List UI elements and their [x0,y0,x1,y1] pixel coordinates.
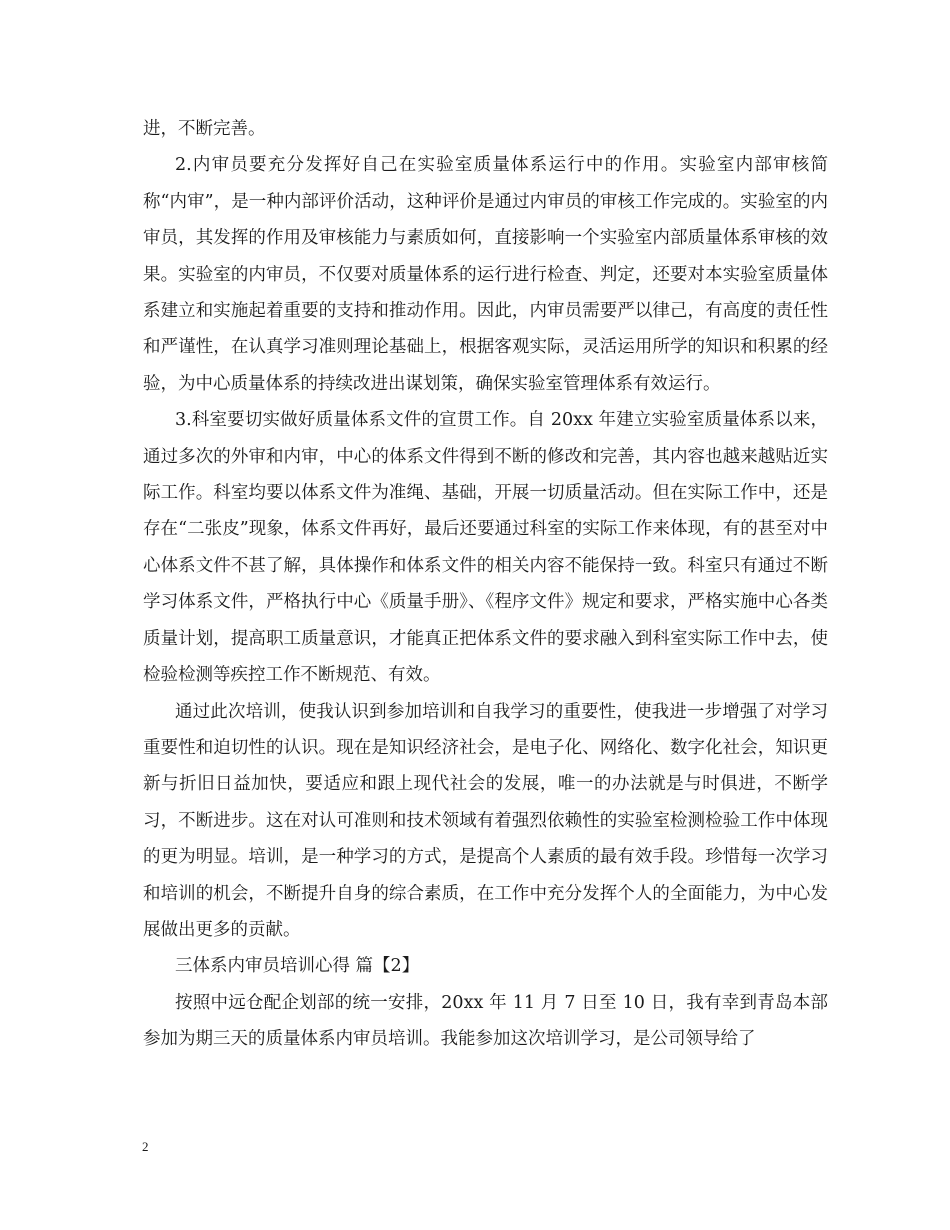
page-number: 2 [142,1139,149,1154]
section-heading-part-2: 三体系内审员培训心得 篇【2】 [175,956,420,977]
paragraph-internal-auditor-role: 2.内审员要充分发挥好自己在实验室质量体系运行中的作用。实验室内部审核简称“内审”，是一种内部评价活动，这种评价是通过内审员的审核工作完成的。实验室的内审员，其发挥的作用及审核能力与素质如何，直接影响一个实验室内部质量体系审核的效果。实验室的内审员，不仅要对质量体系的运行进行检查、判定，还要对本实验室质量体系建立和实施起着重要的支持和推动作用。因此，内审员需要严以律己，有高度的责任性和严谨性，在认真学习准则理论基础上，根据客观实际，灵活运用所学的知识和积累的经验，为中心质量体系的持续改进出谋划策，确保实验室管理体系有效运行。 [143,155,828,394]
paragraph-part-2-intro: 按照中远仓配企划部的统一安排，20xx 年 11 月 7 日至 10 日，我有幸到青岛本部参加为期三天的质量体系内审员培训。我能参加这次培训学习，是公司领导给了 [143,992,828,1050]
paragraph-training-reflection: 通过此次培训，使我认识到参加培训和自我学习的重要性，使我进一步增强了对学习重要性和迫切性的认识。现在是知识经济社会，是电子化、网络化、数字化社会，知识更新与折旧日益加快，要适应和跟上现代社会的发展，唯一的办法就是与时俱进，不断学习，不断进步。这在对认可准则和技术领域有着强烈依赖性的实验室检测检验工作中体现的更为明显。培训，是一种学习的方式，是提高个人素质的最有效手段。珍惜每一次学习和培训的机会，不断提升自身的综合素质，在工作中充分发挥个人的全面能力，为中心发展做出更多的贡献。 [143,701,828,940]
paragraph-continuation: 进，不断完善。 [143,119,266,139]
paragraph-system-documents: 3.科室要切实做好质量体系文件的宣贯工作。自 20xx 年建立实验室质量体系以来，通过多次的外审和内审，中心的体系文件得到不断的修改和完善，其内容也越来越贴近实际工作。科室均要以体系文件为准绳、基础，开展一切质量活动。但在实际工作中，还是存在“二张皮”现象，体系文件再好，最后还要通过科室的实际工作来体现，有的甚至对中心体系文件不甚了解，具体操作和体系文件的相关内容不能保持一致。科室只有通过不断学习体系文件，严格执行中心《质量手册》、《程序文件》规定和要求，严格实施中心各类质量计划，提高职工质量意识，才能真正把体系文件的要求融入到科室实际工作中去，使检验检测等疾控工作不断规范、有效。 [143,410,828,686]
document-body [143,111,828,1058]
